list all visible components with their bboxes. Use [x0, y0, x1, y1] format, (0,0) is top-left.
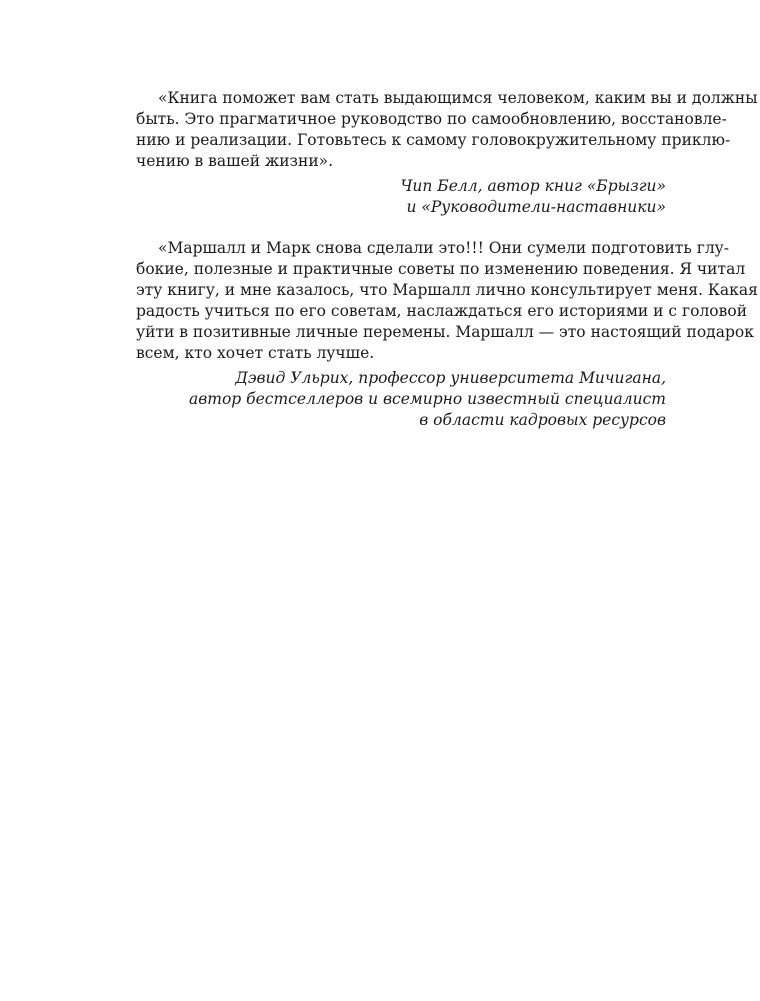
- attribution-line: Чип Белл, автор книг «Брызги»: [400, 177, 666, 195]
- quote-line: чению в вашей жизни».: [136, 152, 334, 170]
- quote-text: [136, 238, 758, 364]
- quote-spacer: [136, 218, 666, 238]
- quote-block-bell: [136, 88, 758, 218]
- quote-line: уйти в позитивные личные перемены. Маршалл — это настоящий подарок: [136, 323, 754, 341]
- attribution-line: в области кадровых ресурсов: [419, 411, 666, 429]
- quote-block-ulrich: [136, 238, 758, 431]
- quote-line: радость учиться по его советам, наслаждаться его историями и с головой: [136, 302, 748, 320]
- quote-line: эту книгу, и мне казалось, что Маршалл лично консультирует меня. Какая: [136, 281, 758, 299]
- quote-line: бокие, полезные и практичные советы по изменению поведения. Я читал: [136, 260, 746, 278]
- quote-attribution: [136, 176, 666, 218]
- quote-line: нию и реализации. Готовьтесь к самому головокружительному приклю-: [136, 131, 731, 149]
- quote-line: быть. Это прагматичное руководство по самообновлению, восстановле-: [136, 110, 727, 128]
- page-content: [136, 88, 758, 431]
- quote-line: «Книга поможет вам стать выдающимся человеком, каким вы и должны: [158, 89, 758, 107]
- attribution-line: Дэвид Ульрих, профессор университета Мичигана,: [235, 369, 666, 387]
- attribution-line: автор бестселлеров и всемирно известный специалист: [189, 390, 666, 408]
- quote-line: всем, кто хочет стать лучше.: [136, 344, 375, 362]
- attribution-line: и «Руководители-наставники»: [406, 198, 666, 216]
- quote-text: [136, 88, 758, 172]
- quote-line: «Маршалл и Марк снова сделали это!!! Они сумели подготовить глу-: [158, 239, 730, 257]
- quote-attribution: [136, 368, 666, 431]
